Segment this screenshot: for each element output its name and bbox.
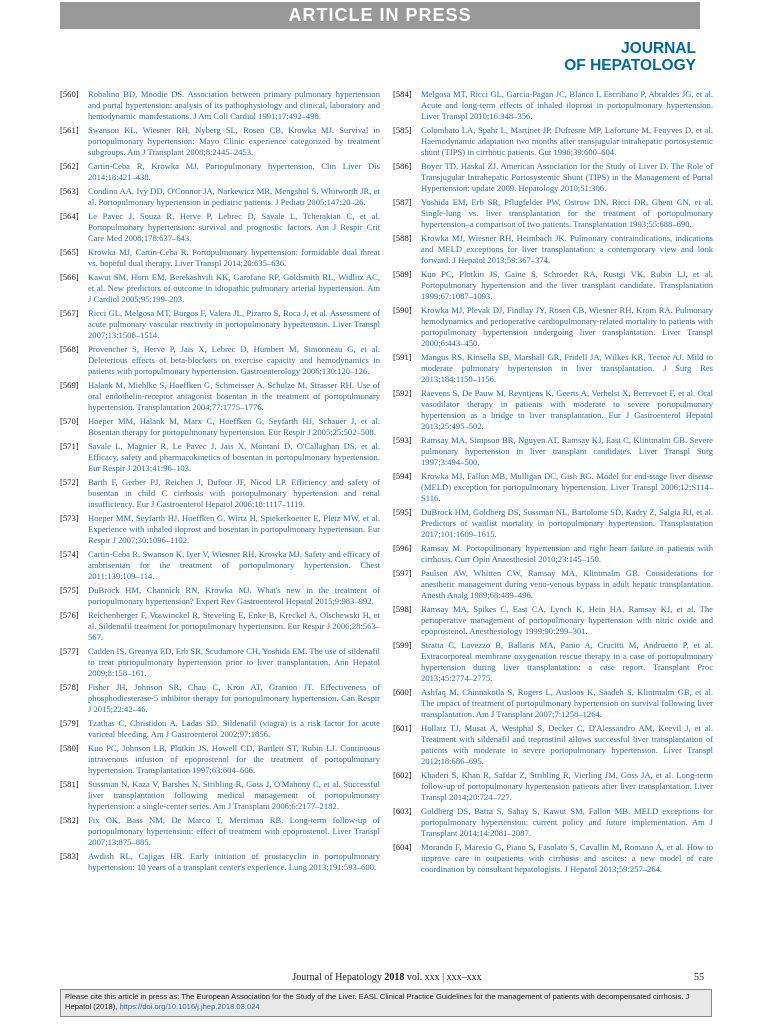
reference-number: [604]	[393, 842, 412, 852]
reference-text-link[interactable]: Ricci GL, Melgosa MT, Burgos F, Valera JL, Pizarro S, Roca J, et al. Assessment of acute pulmonary vascular reactivity in portopulmonary hypertension. Liver Transpl 2007;13:1506–1514.	[88, 308, 380, 340]
reference-item	[60, 718, 380, 740]
reference-text-link[interactable]: Ashfaq M, Chinnakotla S, Rogers L, Ausloos K, Saadeh S, Klintmalm GB, et al. The impact of treatment of portopulmonary hypertension on survival following liver transplantation. Am J Transplant 2007;7:1258–1264.	[421, 687, 713, 719]
reference-text-link[interactable]: Awdish RL, Cajigas HR. Early initiation of prostacyclin in portopulmonary hypertension: 10 years of a transplant center's experience. Lung 2013;191:593–600.	[88, 851, 380, 872]
references-right-column	[393, 89, 713, 878]
reference-item	[393, 687, 713, 720]
reference-text-link[interactable]: Mangus RS, Kinsella SB, Marshall GR, Fridell JA, Wilkes KR, Tector AJ. Mild to moderate pulmonary hypertension in liver transplantation. J Surg Res 2013;184:1150–1156.	[421, 352, 713, 384]
reference-item	[393, 269, 713, 302]
reference-number: [574]	[60, 549, 79, 559]
reference-item	[60, 477, 380, 510]
reference-text-link[interactable]: Colombato LA, Spahr L, Martinet JP, Dufresne MP, Lafortune M, Fenyves D, et al. Haemodynamic adaptation two months after transjugular intrahepatic portosystemic shunt (TIPS) in cirrhotic patients. Gut 1996;39:600–604.	[421, 125, 713, 157]
reference-text-link[interactable]: Halank M, Miehlke S, Hoeffken G, Schmeisser A, Schulze M, Strasser RH. Use of oral endothelin-receptor antagonist bosentan in the treatment of portopulmonary hypertension. Transplantation 2004;77:1775–1776.	[88, 380, 380, 412]
footer-journal-prefix: Journal of Hepatology	[292, 972, 385, 983]
reference-number: [595]	[393, 507, 412, 517]
reference-text-link[interactable]: Swanson KL, Wiesner RH, Nyberg SL, Rosen CB, Krowka MJ. Survival in portopulmonary hypertension: Mayo Clinic experience categorized by treatment subgroups. Am J Transplant 2008;8:2445–2453.	[88, 125, 380, 157]
reference-item	[60, 779, 380, 812]
reference-text-link[interactable]: Le Pavec J, Souza R, Herve P, Lebrec D, Savale L, Tcherakian C, et al. Portopulmonary hypertension: survival and prognostic factors. Am J Respir Crit Care Med 2008;178:637–643.	[88, 211, 380, 243]
reference-number: [586]	[393, 161, 412, 171]
reference-text-link[interactable]: Kuo PC, Plotkin JS, Gaine S, Schroeder RA, Rustgi VK, Rubin LJ, et al. Portopulmonary hypertension and the liver transplant candidate. Transplantation 1999;67:1087–1093.	[421, 269, 713, 301]
reference-item	[393, 723, 713, 767]
reference-item	[393, 770, 713, 803]
reference-number: [599]	[393, 640, 412, 650]
reference-item	[393, 842, 713, 875]
reference-number: [594]	[393, 471, 412, 481]
reference-item	[393, 435, 713, 468]
reference-text-link[interactable]: Reichenberger F, Voswinckel R, Steveling E, Enke B, Kreckel A, Olschewski H, et al. Sildenafil treatment for portopulmonary hypertension. Eur Respir J 2006;28:563–567.	[88, 610, 380, 642]
reference-item	[60, 308, 380, 341]
reference-item	[60, 549, 380, 582]
reference-number: [603]	[393, 806, 412, 816]
reference-item	[60, 743, 380, 776]
reference-text-link[interactable]: Krowka MJ, Fallon MB, Mulligan DC, Gish RG. Model for end-stage liver disease (MELD) exception for portopulmonary hypertension. Liver Transpl 2006;12:S114–S116.	[421, 471, 713, 503]
reference-text-link[interactable]: Cartin-Ceba R, Swanson K, Iyer V, Wiesner RH, Krowka MJ. Safety and efficacy of ambrisentan for the treatment of portopulmonary hypertension. Chest 2011;139:109–114.	[88, 549, 380, 581]
reference-text-link[interactable]: Savale L, Magnier R, Le Pavec J, Jais X, Montani D, O'Callaghan DS, et al. Efficacy, safety and pharmacokinetics of bosentan in portopulmonary hypertension. Eur Respir J 2013;41:96–103.	[88, 441, 380, 473]
reference-text-link[interactable]: Hoeper MM, Halank M, Marx C, Hoeffken G, Seyfarth HJ, Schauer J, et al. Bosentan therapy for portopulmonary hypertension. Eur Respir J 2005;25:502–508.	[88, 416, 380, 437]
reference-number: [585]	[393, 125, 412, 135]
reference-item	[393, 568, 713, 601]
reference-text-link[interactable]: Raevens S, De Pauw M, Reyntjens K, Geerts A, Verhelst X, Berrevoet F, et al. Oral vasodilator therapy in patients with moderate to severe portopulmonary hypertension as a bridge to liver transplantation. Eur J Gastroenterol Hepatol 2013;25:495–502.	[421, 388, 713, 431]
reference-text-link[interactable]: Sussman N, Kaza V, Barshes N, Stribling R, Goss J, O'Mahony C, et al. Successful liver transplantation following medical management of portopulmonary hypertension: a single-center series. Am J Transplant 2006;6:2177–2182.	[88, 779, 380, 811]
reference-item	[60, 247, 380, 269]
reference-item	[60, 186, 380, 208]
reference-text-link[interactable]: Krowka MJ, Plevak DJ, Findlay JY, Rosen CB, Wiesner RH, Krom RA. Pulmonary hemodynamics and perioperative cardiopulmonary-related mortality in patients with portopulmonary hypertension undergoing liver transplantation. Liver Transpl 2000;6:443–450.	[421, 305, 713, 348]
reference-number: [593]	[393, 435, 412, 445]
reference-text-link[interactable]: Tzathas C, Christidou A, Ladas SD. Sildenafil (viagra) is a risk factor for acute variceal bleeding. Am J Gastroenterol 2002;97:1856.	[88, 718, 380, 739]
reference-number: [573]	[60, 513, 79, 523]
reference-text-link[interactable]: Yoshida EM, Erb SR, Pflugfelder PW, Ostrow DN, Ricci DR, Ghent CN, et al. Single-lung vs. liver transplantation for the treatment of portopulmonary hypertension–a comparison of two patients. Transplantation 1993;55:688–690.	[421, 197, 713, 229]
reference-number: [569]	[60, 380, 79, 390]
reference-number: [577]	[60, 646, 79, 656]
reference-item	[60, 380, 380, 413]
reference-number: [572]	[60, 477, 79, 487]
reference-number: [582]	[60, 815, 79, 825]
reference-text-link[interactable]: Stratta C, Lavezzo B, Ballaris MA, Panio A, Crucitti M, Andruetto P, et al. Extracorporeal membrane oxygenation rescue therapy in a case of portopulmonary hypertension during liver transplantation: a case report. Transplant Proc 2013;45:2774–2775.	[421, 640, 713, 683]
reference-text-link[interactable]: DuBrock HM, Goldberg DS, Sussman NL, Bartolome SD, Kadry Z, Salgia RJ, et al. Predictors of waitlist mortality in portopulmonary hypertension. Transplantation 2017;101:1609–1615.	[421, 507, 713, 539]
reference-number: [571]	[60, 441, 79, 451]
reference-number: [562]	[60, 161, 79, 171]
reference-item	[393, 233, 713, 266]
reference-number: [560]	[60, 89, 79, 99]
reference-item	[60, 513, 380, 546]
reference-number: [581]	[60, 779, 79, 789]
reference-text-link[interactable]: Morando F, Maresio G, Piano S, Fasolato S, Cavallin M, Romano A, et al. How to improve care in outpatients with cirrhosis and ascites: a new model of care coordination by consultant hepatologists. J Hepatol 2013;59:257–264.	[421, 842, 713, 874]
footer-journal-suffix: vol. xxx | xxx–xxx	[404, 972, 482, 983]
reference-number: [602]	[393, 770, 412, 780]
reference-number: [598]	[393, 604, 412, 614]
reference-number: [589]	[393, 269, 412, 279]
journal-logo-line1: JOURNAL	[621, 40, 696, 57]
reference-number: [597]	[393, 568, 412, 578]
reference-item	[393, 161, 713, 194]
reference-item	[60, 344, 380, 377]
reference-text-link[interactable]: Kawut SM, Horn EM, Berekashvili KK, Garofano RP, Goldsmith RL, Widlitz AC, et al. New predictors of outcome in idiopathic pulmonary arterial hypertension. Am J Cardiol 2005;95:199–203.	[88, 272, 380, 304]
reference-number: [568]	[60, 344, 79, 354]
reference-item	[60, 610, 380, 643]
reference-item	[393, 507, 713, 540]
reference-text-link[interactable]: Goldberg DS, Batra S, Sahay S, Kawut SM, Fallon MB. MELD exceptions for portopulmonary hypertension: current policy and future implementation. Am J Transplant 2014;14:2081–2087.	[421, 806, 713, 838]
reference-item	[393, 543, 713, 565]
reference-item	[393, 388, 713, 432]
reference-item	[393, 640, 713, 684]
reference-number: [592]	[393, 388, 412, 398]
citation-notice	[60, 989, 712, 1017]
reference-number: [561]	[60, 125, 79, 135]
reference-item	[393, 471, 713, 504]
reference-text-link[interactable]: Khaderi S, Khan R, Safdar Z, Stribling R, Vierling JM, Goss JA, et al. Long-term follow-up of portopulmonary hypertension patients after liver transplantation. Liver Transpl 2014;20:724–727.	[421, 770, 713, 802]
reference-item	[60, 815, 380, 848]
footer-journal-citation	[60, 972, 714, 983]
reference-item	[60, 682, 380, 715]
reference-text-link[interactable]: Condino AA, Ivy DD, O'Connor JA, Narkewicz MR, Mengshol S, Whitworth JR, et al. Portopulmonary hypertension in pediatric patients. J Pediatr 2005;147:20–26.	[88, 186, 380, 207]
reference-text-link[interactable]: Barth F, Gerber PJ, Reichen J, Dufour JF, Nicod LP. Efficiency and safety of bosentan in child C cirrhosis with portopulmonary hypertension and renal insufficiency. Eur J Gastroenterol Hepatol 2006;18:1117–1119.	[88, 477, 380, 509]
reference-item	[393, 305, 713, 349]
reference-item	[60, 646, 380, 679]
reference-text-link[interactable]: Fisher JH, Johnson SR, Chau C, Kron AT, Granton JT. Effectiveness of phosphodiesterase-5 inhibitor therapy for portopulmonary hypertension. Can Respir J 2015;22:42–46.	[88, 682, 380, 714]
reference-text-link[interactable]: DuBrock HM, Channick RN, Krowka MJ. What's new in the treatment of portopulmonary hypertension? Expert Rev Gastroenterol Hepatol 2015;9:983–992.	[88, 585, 380, 606]
reference-item	[60, 441, 380, 474]
reference-item	[60, 416, 380, 438]
reference-text-link[interactable]: Fix OK, Bass NM, De Marco T, Merriman RB. Long-term follow-up of portopulmonary hypertension: effect of treatment with epoprostenol. Liver Transpl 2007;13:875–885.	[88, 815, 380, 847]
reference-item	[393, 125, 713, 158]
reference-text-link[interactable]: Robalino BD, Moodie DS. Association between primary pulmonary hypertension and portal hypertension: analysis of its pathophysiology and clinical, laboratory and hemodynamic manifestations. J Am Coll Cardiol 1991;17:492–498.	[88, 89, 380, 121]
reference-item	[60, 89, 380, 122]
page-footer	[60, 972, 714, 988]
reference-item	[60, 211, 380, 244]
reference-item	[393, 352, 713, 385]
reference-item	[393, 197, 713, 230]
reference-text-link[interactable]: Krowka MJ, Wiesner RH, Heimbach JK. Pulmonary contraindications, indications and MELD exceptions for liver transplantation: a contemporary view and look forward. J Hepatol 2013;59:367–374.	[421, 233, 713, 265]
reference-number: [584]	[393, 89, 412, 99]
reference-item	[60, 585, 380, 607]
reference-item	[393, 89, 713, 122]
reference-number: [575]	[60, 585, 79, 595]
article-in-press-banner: ARTICLE IN PRESS	[60, 2, 700, 29]
reference-number: [596]	[393, 543, 412, 553]
reference-text-link[interactable]: Ramsay MA, Simpson BR, Nguyen AT, Ramsay KJ, East C, Klintmalm GB. Severe pulmonary hypertension in liver transplant candidates. Liver Transpl Surg 1997;3:494–500.	[421, 435, 713, 467]
reference-number: [591]	[393, 352, 412, 362]
reference-text-link[interactable]: Provencher S, Herve P, Jais X, Lebrec D, Humbert M, Simonneau G, et al. Deleterious effects of beta-blockers on exercise capacity and hemodynamics in patients with portopulmonary hypertension. Gastroenterology 2006;130:120–126.	[88, 344, 380, 376]
page-number: 55	[694, 972, 704, 983]
reference-number: [580]	[60, 743, 79, 753]
reference-text-link[interactable]: Hollatz TJ, Musat A, Westphal S, Decker C, D'Alessandro AM, Keevil J, et al. Treatment with sildenafil and treprostinil allows successful liver transplantation of patients with moderate to severe portopulmonary hypertension. Liver Transpl 2012;18:686–695.	[421, 723, 713, 766]
reference-number: [566]	[60, 272, 79, 282]
reference-number: [564]	[60, 211, 79, 221]
reference-text-link[interactable]: Ramsay M. Portopulmonary hypertension and right heart failure in patients with cirrhosis. Curr Opin Anaesthesiol 2010;23:145–150.	[421, 543, 713, 564]
reference-number: [565]	[60, 247, 79, 257]
reference-number: [583]	[60, 851, 79, 861]
reference-number: [567]	[60, 308, 79, 318]
reference-item	[60, 125, 380, 158]
reference-item	[60, 851, 380, 873]
reference-number: [600]	[393, 687, 412, 697]
reference-item	[393, 806, 713, 839]
reference-text-link[interactable]: Kuo PC, Johnson LB, Plotkin JS, Howell CD, Bartlett ST, Rubin LJ. Continuous intravenous infusion of epoprostenol for the treatment of portopulmonary hypertension. Transplantation 1997;63:604–606.	[88, 743, 380, 775]
reference-number: [588]	[393, 233, 412, 243]
reference-item	[60, 272, 380, 305]
reference-number: [578]	[60, 682, 79, 692]
journal-logo-line2: OF HEPATOLOGY	[564, 57, 696, 74]
reference-text-link[interactable]: Paulsen AW, Whitten CW, Ramsay MA, Klintmalm GB. Considerations for anesthetic management during veno-venous bypass in adult hepatic transplantation. Anesth Analg 1989;68:489–496.	[421, 568, 713, 600]
reference-text-link[interactable]: Cadden IS, Greanya ED, Erb SR, Scudamore CH, Yoshida EM. The use of sildenafil to treat portopulmonary hypertension prior to liver transplantation. Ann Hepatol 2009;8:158–161.	[88, 646, 380, 678]
reference-number: [563]	[60, 186, 79, 196]
reference-text-link[interactable]: Boyer TD, Haskal ZJ. American Association for the Study of Liver D. The Role of Transjugular Intrahepatic Portosystemic Shunt (TIPS) in the Management of Portal Hypertension: update 2009. Hepatology 2010;51:306.	[421, 161, 713, 193]
reference-text-link[interactable]: Cartin-Ceba R, Krowka MJ. Portopulmonary hypertension. Clin Liver Dis 2014;18:421–438.	[88, 161, 380, 182]
reference-number: [570]	[60, 416, 79, 426]
reference-number: [576]	[60, 610, 79, 620]
footer-year: 2018	[384, 972, 405, 983]
citation-text: Please cite this article in press as: The European Association for the Study of the Liver. EASL Clinical Practice Guidelines for the management of patients with decompensated cirrhosis. J Hepatol (2018),	[65, 992, 690, 1011]
reference-text-link[interactable]: Melgosa MT, Ricci GL, Garcia-Pagan JC, Blanco I, Escribano P, Abraldes JG, et al. Acute and long-term effects of inhaled iloprost in portopulmonary hypertension. Liver Transpl 2010;16:348–356.	[421, 89, 713, 121]
reference-number: [590]	[393, 305, 412, 315]
reference-number: [579]	[60, 718, 79, 728]
reference-text-link[interactable]: Hoeper MM, Seyfarth HJ, Hoeffken G, Wirtz H, Spiekerkoetter E, Pletz MW, et al. Experience with inhaled iloprost and bosentan in portopulmonary hypertension. Eur Respir J 2007;30:1096–1102.	[88, 513, 380, 545]
references-left-column	[60, 89, 380, 876]
reference-number: [587]	[393, 197, 412, 207]
reference-text-link[interactable]: Ramsay MA, Spikes C, East CA, Lynch K, Hein HA, Ramsay KJ, et al. The perioperative management of portopulmonary hypertension with nitric oxide and epoprostenol. Anesthesiology 1999;90:299–301.	[421, 604, 713, 636]
journal-logo	[564, 40, 696, 74]
reference-text-link[interactable]: Krowka MJ, Cartin-Ceba R. Portopulmonary hypertension: formidable dual threat vs. hopeful dual therapy. Liver Transpl 2014;20:635–636.	[88, 247, 380, 268]
reference-item	[60, 161, 380, 183]
reference-item	[393, 604, 713, 637]
doi-link[interactable]: https://doi.org/10.1016/j.jhep.2018.03.024	[119, 1002, 260, 1011]
reference-number: [601]	[393, 723, 412, 733]
